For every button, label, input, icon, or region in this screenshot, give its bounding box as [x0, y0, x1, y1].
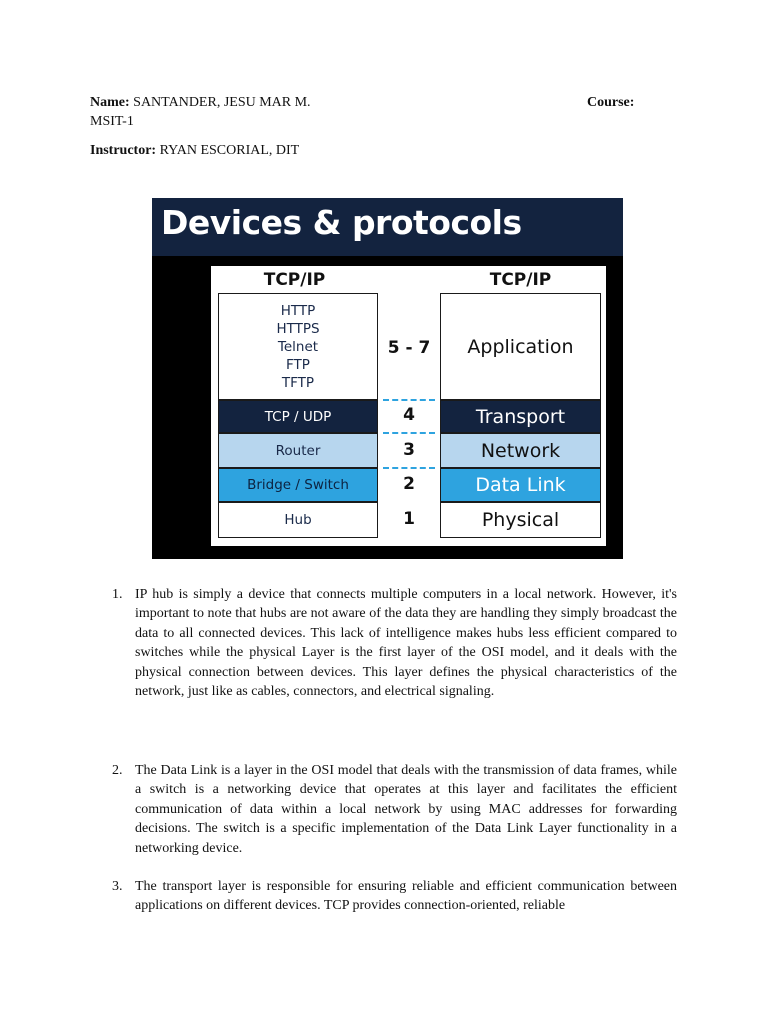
protocol-item: Telnet — [277, 338, 319, 355]
devices-protocols-figure — [152, 198, 623, 559]
device-router: Router — [218, 433, 378, 468]
layer-number: 2 — [403, 474, 415, 494]
list-item — [135, 761, 677, 858]
figure-title-bar — [152, 198, 623, 256]
instructor-line — [90, 142, 299, 160]
list-item-text: The Data Link is a layer in the OSI model that deals with the transmission of data frames, while a switch is a networking device that operates at this layer and facilitates the efficient communication of data within a local network by using MAC addresses for forwarding decisions. The switch is a specific implementation of the Data Link Layer functionality in a networking device. — [135, 763, 677, 856]
list-item — [135, 877, 677, 916]
course-line — [587, 94, 634, 112]
figure-title: Devices & protocols — [161, 203, 522, 242]
dashed-divider — [383, 432, 435, 434]
device-tcp-udp: TCP / UDP — [218, 400, 378, 433]
layer-network: Network — [440, 433, 601, 468]
layer-transport: Transport — [440, 400, 601, 433]
instructor-label: Instructor: — [90, 143, 157, 158]
name-label: Name: — [90, 95, 130, 110]
right-column-header: TCP/IP — [489, 270, 552, 290]
layer-number: 5 - 7 — [387, 338, 431, 358]
protocol-item: TFTP — [281, 374, 315, 391]
list-item — [135, 585, 677, 701]
name-line — [90, 94, 311, 112]
layer-number: 4 — [403, 405, 415, 425]
layer-application: Application — [440, 293, 601, 400]
dashed-divider — [383, 467, 435, 469]
list-item-text: The transport layer is responsible for ensuring reliable and efficient communication between applications on different devices. TCP provides connection-oriented, reliable — [135, 879, 677, 914]
protocol-box — [218, 293, 378, 400]
course-value: MSIT-1 — [90, 114, 134, 129]
layer-number: 3 — [403, 440, 415, 460]
list-item-text: IP hub is simply a device that connects multiple computers in a local network. However, it's important to note that hubs are not aware of the data they are handling they simply broadcast the data to all connected devices. This lack of intelligence makes hubs less efficient compared to switches while the physical Layer is the first layer of the OSI model, and it deals with the physical connection between devices. This layer defines the physical characteristics of the network, just like as cables, connectors, and electrical signaling. — [135, 587, 677, 700]
device-bridge-switch: Bridge / Switch — [218, 468, 378, 502]
name-value: SANTANDER, JESU MAR M. — [133, 95, 311, 110]
dashed-divider — [383, 399, 435, 401]
layer-physical: Physical — [440, 502, 601, 538]
instructor-value: RYAN ESCORIAL, DIT — [159, 143, 300, 158]
left-column-header: TCP/IP — [263, 270, 326, 290]
protocol-item: HTTP — [280, 302, 316, 319]
list-number: 3. — [112, 879, 123, 894]
protocol-item: HTTPS — [276, 320, 320, 337]
course-label: Course: — [587, 95, 635, 110]
list-number: 2. — [112, 763, 123, 778]
device-hub: Hub — [218, 502, 378, 538]
list-number: 1. — [112, 587, 123, 602]
layer-number: 1 — [403, 509, 415, 529]
figure-panel — [211, 266, 606, 546]
protocol-item: FTP — [286, 356, 310, 373]
layer-data-link: Data Link — [440, 468, 601, 502]
